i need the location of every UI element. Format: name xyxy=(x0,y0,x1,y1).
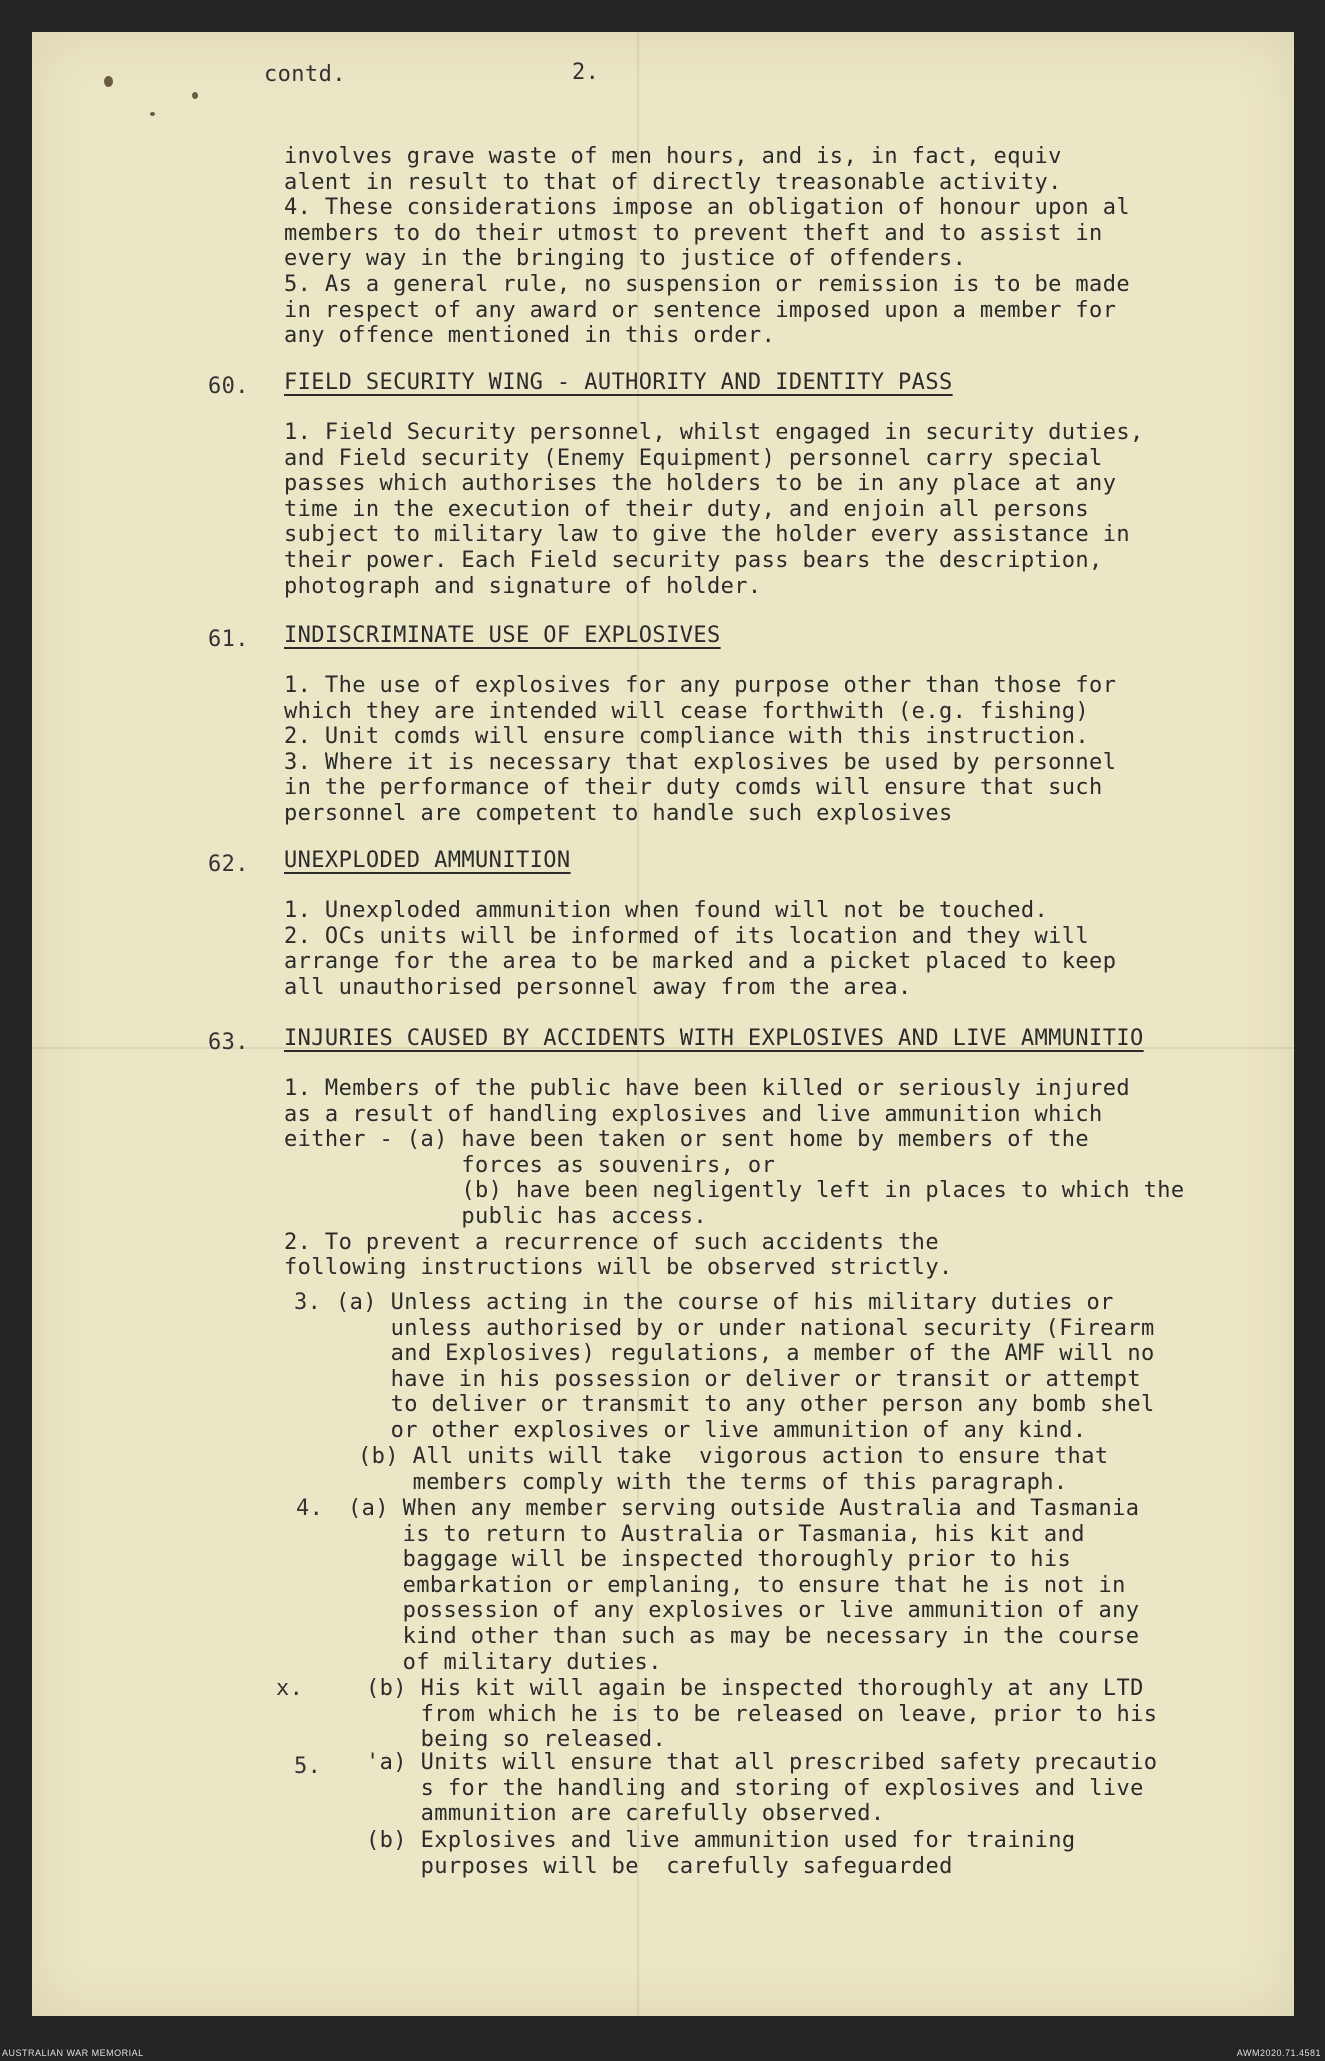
section-60-title: FIELD SECURITY WING - AUTHORITY AND IDENTITY PASS xyxy=(284,370,953,395)
text-line: which they are intended will cease forthwith (e.g. fishing) xyxy=(284,698,1090,724)
text-line: kind other than such as may be necessary in the course xyxy=(348,1624,1140,1649)
text-line: members to do their utmost to prevent theft and to assist in xyxy=(284,220,1103,246)
text-line: (b) His kit will again be inspected thoroughly at any LTD xyxy=(366,1676,1144,1701)
text-line: 4. These considerations impose an obligation of honour upon al xyxy=(284,195,1130,221)
text-line: and Explosives) regulations, a member of the AMF will no xyxy=(336,1341,1155,1367)
text-line: 1. Unexploded ammunition when found will not be touched. xyxy=(284,898,1049,923)
text-line: every way in the bringing to justice of offenders. xyxy=(284,246,967,272)
text-line: (a) Unless acting in the course of his military duties or xyxy=(336,1290,1114,1315)
text-line: 3. Where it is necessary that explosives be used by personnel xyxy=(284,749,1117,775)
para3-label: 3. xyxy=(294,1290,322,1315)
text-line: (b) All units will take vigorous action to ensure that xyxy=(358,1444,1109,1469)
text-line: either - (a) have been taken or sent home by members of the xyxy=(284,1127,1090,1153)
text-line: have in his possession or deliver or transit or attempt xyxy=(336,1366,1142,1392)
para4b-label: x. xyxy=(276,1676,304,1701)
text-line: public has access. xyxy=(284,1204,707,1229)
text-line: 5. As a general rule, no suspension or remission is to be made xyxy=(284,272,1130,297)
text-line: being so released. xyxy=(366,1727,667,1753)
text-line: their power. Each Field security pass bears the description, xyxy=(284,548,1103,573)
text-line: 2. Unit comds will ensure compliance with this instruction. xyxy=(284,724,1090,750)
text-line: as a result of handling explosives and live ammunition which xyxy=(284,1101,1103,1127)
text-line: time in the execution of their duty, and enjoin all persons xyxy=(284,496,1090,522)
text-line: involves grave waste of men hours, and is, in fact, equiv xyxy=(284,144,1062,169)
text-line: unless authorised by or under national security (Firearm xyxy=(336,1315,1155,1341)
text-line: members comply with the terms of this paragraph. xyxy=(358,1469,1068,1495)
text-line: embarkation or emplaning, to ensure that he is not in xyxy=(348,1572,1126,1598)
text-line: to deliver or transmit to any other person any bomb shel xyxy=(336,1392,1155,1418)
text-line: or other explosives or live ammunition of any kind. xyxy=(336,1418,1087,1443)
text-line: 1. The use of explosives for any purpose other than those for xyxy=(284,673,1117,698)
ink-blot xyxy=(150,112,155,116)
text-line: alent in result to that of directly treasonable activity. xyxy=(284,169,1062,195)
text-line: arrange for the area to be marked and a picket placed to keep xyxy=(284,949,1117,975)
text-line: 'a) Units will ensure that all prescribed safety precautio xyxy=(366,1750,1158,1775)
text-line: 2. OCs units will be informed of its location and they will xyxy=(284,923,1090,949)
text-line: from which he is to be released on leave, prior to his xyxy=(366,1701,1158,1727)
text-line: ammunition are carefully observed. xyxy=(366,1801,885,1827)
footer-right: AWM2020.71.4581 xyxy=(1236,2048,1321,2058)
section-63-title: INJURIES CAUSED BY ACCIDENTS WITH EXPLOSIVES AND LIVE AMMUNITIO xyxy=(284,1026,1144,1051)
text-line: in the performance of their duty comds will ensure that such xyxy=(284,775,1103,801)
text-line: possession of any explosives or live ammunition of any xyxy=(348,1598,1140,1624)
text-line: photograph and signature of holder. xyxy=(284,573,762,599)
footer-left: AUSTRALIAN WAR MEMORIAL xyxy=(2,2048,144,2058)
text-line: s for the handling and storing of explosives and live xyxy=(366,1775,1144,1801)
section-63-number: 63. xyxy=(208,1030,249,1055)
text-line: subject to military law to give the holder every assistance in xyxy=(284,522,1130,548)
text-line: in respect of any award or sentence imposed upon a member for xyxy=(284,297,1117,323)
text-line: passes which authorises the holders to be in any place at any xyxy=(284,471,1117,497)
section-61-number: 61. xyxy=(208,627,249,652)
section-62-title: UNEXPLODED AMMUNITION xyxy=(284,848,571,873)
text-line: is to return to Australia or Tasmania, his kit and xyxy=(348,1521,1085,1547)
text-line: baggage will be inspected thoroughly prior to his xyxy=(348,1547,1072,1573)
text-line: any offence mentioned in this order. xyxy=(284,323,776,349)
section-61-title: INDISCRIMINATE USE OF EXPLOSIVES xyxy=(284,623,721,648)
text-line: forces as souvenirs, or xyxy=(284,1152,776,1178)
text-line: of military duties. xyxy=(348,1649,662,1675)
ink-blot xyxy=(104,76,113,87)
text-line: 1. Field Security personnel, whilst engaged in security duties, xyxy=(284,420,1144,445)
text-line: purposes will be carefully safeguarded xyxy=(366,1853,953,1879)
text-line: personnel are competent to handle such explosives xyxy=(284,801,953,826)
para5-label: 5. xyxy=(294,1754,322,1779)
text-line: 1. Members of the public have been killed or seriously injured xyxy=(284,1076,1130,1101)
section-60-number: 60. xyxy=(208,374,249,399)
page-number: 2. xyxy=(572,60,600,85)
text-line: (a) When any member serving outside Australia and Tasmania xyxy=(348,1496,1140,1521)
text-line: all unauthorised personnel away from the area. xyxy=(284,974,912,1000)
ink-blot xyxy=(192,92,198,99)
para4-label: 4. xyxy=(296,1496,324,1521)
text-line: 2. To prevent a recurrence of such accidents the xyxy=(284,1229,939,1255)
text-line: following instructions will be observed strictly. xyxy=(284,1255,953,1281)
text-line: and Field security (Enemy Equipment) personnel carry special xyxy=(284,445,1103,471)
text-line: (b) have been negligently left in places to which the xyxy=(284,1178,1185,1204)
text-line: (b) Explosives and live ammunition used for training xyxy=(366,1828,1076,1853)
document-page xyxy=(32,32,1294,2016)
section-62-number: 62. xyxy=(208,852,249,877)
contd-label: contd. xyxy=(264,62,346,87)
